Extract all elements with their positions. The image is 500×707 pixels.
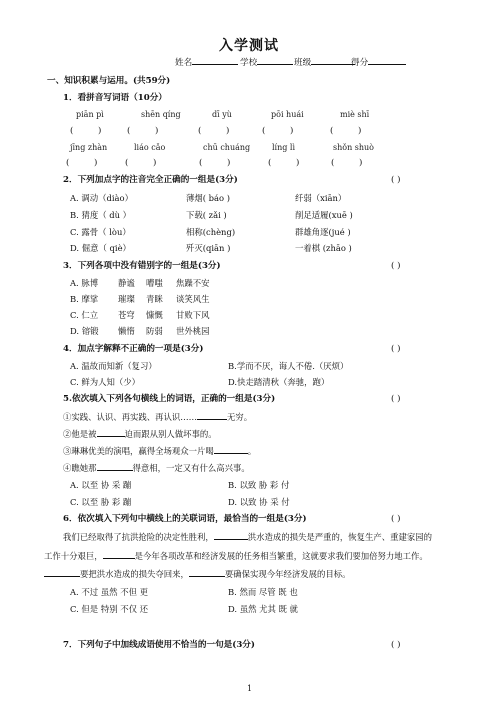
q5-sentence [63, 429, 217, 439]
class-blank [311, 64, 355, 65]
q6-title: 6．依次填入下列句中横线上的关联词语，最恰当的一组是(3分) [63, 514, 307, 524]
fill-blank[interactable] [97, 470, 133, 471]
page-title: 入学测试 [219, 38, 279, 54]
school-label: 学校 [240, 58, 258, 68]
q3-title: 3．下列各项中没有错别字的一组是(3分) [63, 261, 221, 271]
q3-option: 世外桃园 [176, 326, 210, 336]
q7-title: 7．下列句子中加线成语使用不恰当的一句是(3分) [63, 640, 255, 650]
q5-option: D. 以致 协 采 付 [228, 497, 290, 507]
school-blank [257, 64, 293, 65]
fill-blank[interactable] [44, 576, 80, 577]
q3-option: 甘败下风 [176, 310, 210, 320]
q4-option: B.学而不厌，诲人不倦.（厌烦） [228, 361, 349, 371]
answer-paren[interactable]: ( ) [391, 640, 401, 650]
fill-blank[interactable] [189, 576, 225, 577]
sentence-text: ②他是被 [63, 429, 97, 439]
q6-paragraph-line [44, 551, 428, 561]
name-blank [192, 64, 238, 65]
pinyin: miè shī [340, 110, 370, 119]
answer-box[interactable]: ( ) [70, 126, 102, 136]
fill-blank[interactable] [214, 539, 248, 540]
sentence-text: ③琳琳优美的演唱，赢得全场观众一片喝 [63, 446, 214, 456]
q6-option: A. 不过 虽然 不但 更 [70, 587, 148, 597]
class-label: 班级 [294, 58, 312, 68]
q3-option: 青眯 [146, 294, 163, 304]
sentence-text: ④瞧她那 [63, 463, 97, 473]
pinyin: shēn qíng [141, 110, 181, 119]
answer-paren[interactable]: ( ) [391, 344, 401, 354]
q2-option: A. 调动（diào） [70, 193, 133, 203]
q4-option: D.快走踏清秋（奔驰，跑） [228, 377, 330, 387]
q2-option: 削足适履(xuē ) [295, 210, 353, 220]
q3-option: 静谧 [118, 278, 135, 288]
score-blank [368, 64, 406, 65]
q6-option: D. 虽然 尤其 既 就 [228, 604, 298, 614]
q5-sentence [63, 446, 256, 456]
q3-option: 慷慨 [146, 310, 163, 320]
answer-paren[interactable]: ( ) [391, 514, 401, 524]
q2-option: 薄烟( báo ) [186, 193, 231, 203]
answer-box[interactable]: ( ) [268, 158, 300, 168]
header-name-field [175, 58, 238, 68]
paragraph-text: 洪水造成的损失是严重的，恢复生产、重建家园的 [247, 532, 432, 542]
q3-option: C. 仁立 [70, 310, 99, 320]
q2-option: B. 猜度（ dù ） [70, 210, 132, 220]
answer-box[interactable]: ( ) [127, 126, 159, 136]
q4-option: A. 温故而知新（复习） [70, 361, 157, 371]
q3-option: 懒惰 [118, 326, 135, 336]
q5-option: A. 以至 协 采 蹦 [70, 480, 132, 490]
pinyin: líng lì [272, 143, 296, 152]
pinyin: liáo cǎo [134, 143, 166, 152]
q1-title: 1．看拼音写词语（10分） [63, 93, 167, 103]
q3-option: 嘈嗤 [146, 278, 163, 288]
sentence-text: 迫而跟从别人做坏事的。 [124, 429, 217, 439]
answer-paren[interactable]: ( ) [391, 175, 401, 185]
q5-title: 5.依次填入下列各句横线上的词语，正确的一组是(3分) [63, 394, 276, 404]
sentence-text: 得意相，一定又有什么高兴事。 [132, 463, 250, 473]
q3-option: 苍穹 [118, 310, 135, 320]
sentence-text: ①实践、认识、再实践、再认识…… [63, 412, 197, 422]
header-score-field [351, 58, 406, 68]
answer-paren[interactable]: ( ) [391, 261, 401, 271]
q5-option: C. 以至 胁 彩 蹦 [70, 497, 132, 507]
q3-option: 谈笑风生 [176, 294, 210, 304]
q3-option: 防弱 [146, 326, 163, 336]
header-class-field [294, 58, 355, 68]
q6-option: C. 但是 特别 不仅 还 [70, 604, 149, 614]
q5-sentence [63, 463, 250, 473]
q6-paragraph-line [44, 569, 351, 579]
fill-blank[interactable] [97, 436, 125, 437]
q2-option: 纤弱（xiān） [295, 193, 347, 203]
answer-box[interactable]: ( ) [66, 158, 98, 168]
q3-option: A. 脉博 [70, 278, 99, 288]
answer-paren[interactable]: ( ) [391, 394, 401, 404]
pinyin: chū chuáng [203, 143, 251, 152]
q6-paragraph-line [63, 532, 432, 542]
answer-box[interactable]: ( ) [125, 158, 157, 168]
q3-option: D. 镕锻 [70, 326, 99, 336]
q3-option: 璀璨 [118, 294, 135, 304]
name-label: 姓名 [175, 58, 193, 68]
q2-title: 2．下列加点字的注音完全正确的一组是(3分) [63, 175, 238, 185]
paragraph-text: 要确保实现今年经济发展的目标。 [224, 569, 351, 579]
answer-box[interactable]: ( ) [199, 158, 231, 168]
q4-option: C. 鲜为人知（少） [70, 377, 141, 387]
sentence-text: 无穷。 [227, 412, 253, 422]
q2-option: C. 露骨（ lòu） [70, 227, 131, 237]
fill-blank[interactable] [197, 419, 227, 420]
pinyin: pōi huái [271, 110, 304, 119]
q5-option: B. 以致 胁 彩 付 [228, 480, 290, 490]
header-school-field [240, 58, 293, 68]
answer-box[interactable]: ( ) [331, 158, 363, 168]
q2-option: D. 倔意（ qiè） [70, 243, 131, 253]
answer-box[interactable]: ( ) [330, 126, 362, 136]
pinyin: jīng zhàn [70, 143, 108, 152]
q2-option: 相称(chèng) [186, 227, 236, 237]
q5-sentence [63, 412, 252, 422]
pinyin: dī yù [212, 110, 232, 119]
answer-box[interactable]: ( ) [198, 126, 230, 136]
q3-option: B. 摩挲 [70, 294, 99, 304]
q4-title: 4．加点字解释不正确的一项是(3分) [63, 344, 204, 354]
q3-option: 焦躁不安 [176, 278, 210, 288]
score-label: 得分 [351, 58, 369, 68]
sentence-text: 。 [247, 446, 257, 456]
pinyin: piān pì [76, 110, 104, 119]
pinyin: shǒn shuò [333, 143, 374, 152]
fill-blank[interactable] [103, 558, 135, 559]
paragraph-text: 要把洪水造成的损失夺回来， [80, 569, 189, 579]
answer-box[interactable]: ( ) [262, 126, 294, 136]
fill-blank[interactable] [214, 453, 248, 454]
page-number: 1 [247, 684, 253, 693]
paragraph-text: 工作十分艰巨， [44, 551, 103, 561]
paragraph-text: 是今年各项改革和经济发展的任务相当繁重，这就要求我们要加倍努力地工作。 [134, 551, 428, 561]
section-heading: 一、知识积累与运用。(共59分) [47, 76, 171, 86]
q6-option: B. 然而 尽管 既 也 [228, 587, 298, 597]
q2-option: 一着棋 (zhāo ) [295, 243, 352, 253]
q2-option: 下载( zǎi ) [186, 210, 227, 220]
q2-option: 歼灭(qiān ) [186, 243, 231, 253]
q2-option: 群雄角逐(jué ) [295, 227, 351, 237]
paragraph-text: 我们已经取得了抗洪抢险的决定性胜利， [63, 532, 214, 542]
